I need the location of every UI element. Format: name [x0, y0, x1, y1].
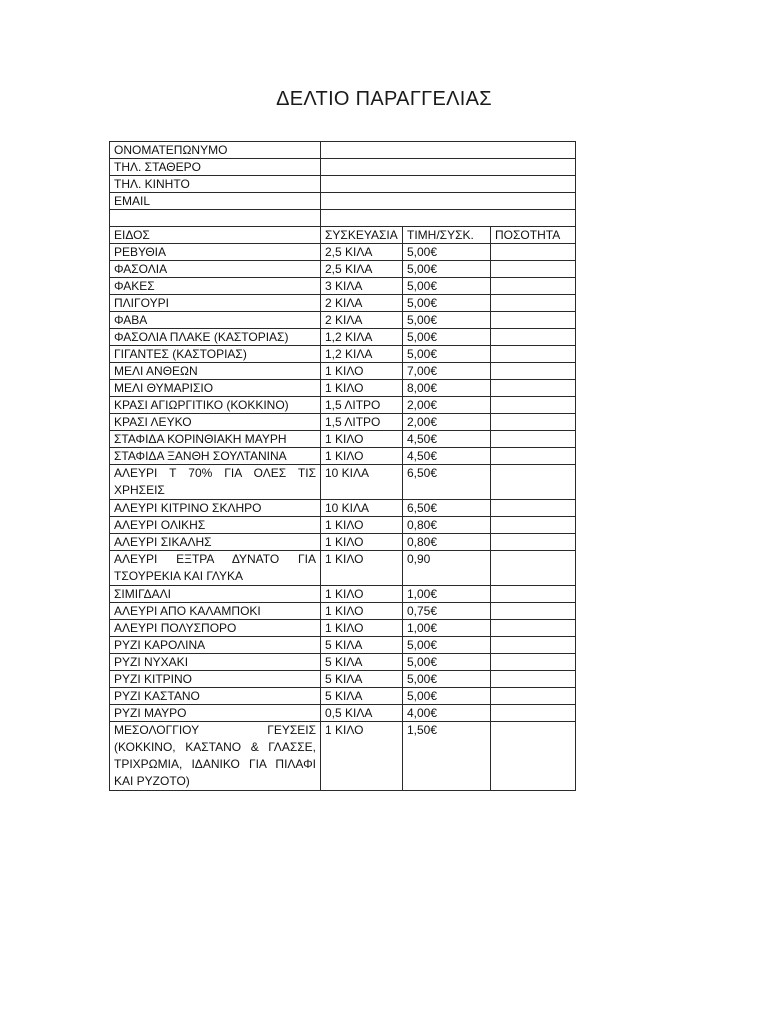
item-package: 2 ΚΙΛΑ [321, 312, 403, 329]
contact-section [110, 142, 576, 227]
item-package: 1 ΚΙΛΟ [321, 363, 403, 380]
item-row [110, 586, 576, 603]
item-row [110, 654, 576, 671]
item-price: 5,00€ [403, 312, 491, 329]
contact-label: ΤΗΛ. ΚΙΝΗΤΟ [110, 176, 321, 193]
item-package: 10 ΚΙΛΑ [321, 500, 403, 517]
item-package: 5 ΚΙΛΑ [321, 688, 403, 705]
item-price: 1,00€ [403, 620, 491, 637]
item-name: ΡΥΖΙ ΚΑΣΤΑΝΟ [110, 688, 321, 705]
item-price: 4,00€ [403, 705, 491, 722]
item-price: 6,50€ [403, 465, 491, 500]
contact-label: ΤΗΛ. ΣΤΑΘΕΡΟ [110, 159, 321, 176]
item-row [110, 620, 576, 637]
item-row [110, 346, 576, 363]
item-quantity-field[interactable] [491, 244, 576, 261]
item-price: 5,00€ [403, 654, 491, 671]
item-quantity-field[interactable] [491, 397, 576, 414]
item-package: 1 ΚΙΛΟ [321, 551, 403, 586]
item-row [110, 244, 576, 261]
item-name: ΜΕΣΟΛΟΓΓΙΟΥ ΓΕΥΣΕΙΣ (ΚΟΚΚΙΝΟ, ΚΑΣΤΑΝΟ & ΓΛΑΣΣΕ, ΤΡΙΧΡΩΜΙΑ, ΙΔΑΝΙΚΟ ΓΙΑ ΠΙΛΑΦΙ ΚΑΙ ΡΥΖΟΤΟ) [110, 722, 321, 791]
item-package: 1 ΚΙΛΟ [321, 380, 403, 397]
item-package: 1,2 ΚΙΛΑ [321, 329, 403, 346]
item-package: 1 ΚΙΛΟ [321, 620, 403, 637]
item-package: 2,5 ΚΙΛΑ [321, 261, 403, 278]
item-price: 5,00€ [403, 346, 491, 363]
item-package: 0,5 ΚΙΛΑ [321, 705, 403, 722]
item-quantity-field[interactable] [491, 534, 576, 551]
item-name: ΡΥΖΙ ΜΑΥΡΟ [110, 705, 321, 722]
item-row [110, 397, 576, 414]
item-row [110, 722, 576, 791]
item-price: 0,90 [403, 551, 491, 586]
item-price: 2,00€ [403, 397, 491, 414]
item-name: ΜΕΛΙ ΑΝΘΕΩΝ [110, 363, 321, 380]
item-package: 1 ΚΙΛΟ [321, 586, 403, 603]
item-price: 6,50€ [403, 500, 491, 517]
contact-row [110, 176, 576, 193]
item-package: 1 ΚΙΛΟ [321, 517, 403, 534]
spacer-cell [110, 210, 321, 227]
item-name: ΑΛΕΥΡΙ ΠΟΛΥΣΠΟΡΟ [110, 620, 321, 637]
item-row [110, 705, 576, 722]
item-quantity-field[interactable] [491, 654, 576, 671]
contact-value-field[interactable] [321, 159, 576, 176]
item-quantity-field[interactable] [491, 551, 576, 586]
spacer-row [110, 210, 576, 227]
item-quantity-field[interactable] [491, 380, 576, 397]
item-package: 3 ΚΙΛΑ [321, 278, 403, 295]
item-quantity-field[interactable] [491, 517, 576, 534]
header-package: ΣΥΣΚΕΥΑΣΙΑ [321, 227, 403, 244]
item-row [110, 363, 576, 380]
item-name: ΓΙΓΑΝΤΕΣ (ΚΑΣΤΟΡΙΑΣ) [110, 346, 321, 363]
item-price: 5,00€ [403, 295, 491, 312]
item-price: 8,00€ [403, 380, 491, 397]
contact-value-field[interactable] [321, 193, 576, 210]
item-row [110, 534, 576, 551]
items-section [110, 227, 576, 244]
contact-row [110, 159, 576, 176]
item-row [110, 465, 576, 500]
item-price: 1,50€ [403, 722, 491, 791]
item-name: ΣΤΑΦΙΔΑ ΚΟΡΙΝΘΙΑΚΗ ΜΑΥΡΗ [110, 431, 321, 448]
item-price: 5,00€ [403, 261, 491, 278]
item-price: 0,75€ [403, 603, 491, 620]
contact-row [110, 193, 576, 210]
item-package: 1 ΚΙΛΟ [321, 448, 403, 465]
item-price: 5,00€ [403, 637, 491, 654]
item-row [110, 500, 576, 517]
item-name: ΑΛΕΥΡΙ ΟΛΙΚΗΣ [110, 517, 321, 534]
item-price: 0,80€ [403, 534, 491, 551]
header-row [110, 227, 576, 244]
item-quantity-field[interactable] [491, 500, 576, 517]
item-name: ΑΛΕΥΡΙ ΑΠΟ ΚΑΛΑΜΠΟΚΙ [110, 603, 321, 620]
item-row [110, 312, 576, 329]
item-quantity-field[interactable] [491, 261, 576, 278]
item-row [110, 688, 576, 705]
item-name: ΣΙΜΙΓΔΑΛΙ [110, 586, 321, 603]
page-title: ΔΕΛΤΙΟ ΠΑΡΑΓΓΕΛΙΑΣ [276, 88, 492, 110]
item-price: 2,00€ [403, 414, 491, 431]
item-name: ΦΑΣΟΛΙΑ ΠΛΑΚΕ (ΚΑΣΤΟΡΙΑΣ) [110, 329, 321, 346]
item-package: 1 ΚΙΛΟ [321, 431, 403, 448]
item-row [110, 551, 576, 586]
item-quantity-field[interactable] [491, 312, 576, 329]
contact-row [110, 142, 576, 159]
item-quantity-field[interactable] [491, 705, 576, 722]
item-package: 1 ΚΙΛΟ [321, 534, 403, 551]
item-name: ΦΑΣΟΛΙΑ [110, 261, 321, 278]
item-quantity-field[interactable] [491, 278, 576, 295]
contact-value-field[interactable] [321, 142, 576, 159]
item-row [110, 261, 576, 278]
header-price: ΤΙΜΗ/ΣΥΣΚ. [403, 227, 491, 244]
item-price: 4,50€ [403, 431, 491, 448]
items-body [110, 244, 576, 791]
item-row [110, 414, 576, 431]
item-row [110, 431, 576, 448]
item-package: 5 ΚΙΛΑ [321, 637, 403, 654]
item-name: ΦΑΒΑ [110, 312, 321, 329]
item-row [110, 329, 576, 346]
contact-value-field[interactable] [321, 176, 576, 193]
item-name: ΜΕΛΙ ΘΥΜΑΡΙΣΙΟ [110, 380, 321, 397]
item-price: 5,00€ [403, 244, 491, 261]
item-name: ΑΛΕΥΡΙ ΕΞΤΡΑ ΔΥΝΑΤΟ ΓΙΑ ΤΣΟΥΡΕΚΙΑ ΚΑΙ ΓΛΥΚΑ [110, 551, 321, 586]
item-name: ΚΡΑΣΙ ΑΓΙΩΡΓΙΤΙΚΟ (ΚΟΚΚΙΝΟ) [110, 397, 321, 414]
item-quantity-field[interactable] [491, 586, 576, 603]
item-name: ΠΛΙΓΟΥΡΙ [110, 295, 321, 312]
item-row [110, 637, 576, 654]
item-row [110, 295, 576, 312]
item-package: 1 ΚΙΛΟ [321, 722, 403, 791]
item-row [110, 380, 576, 397]
item-quantity-field[interactable] [491, 465, 576, 500]
item-package: 5 ΚΙΛΑ [321, 671, 403, 688]
item-name: ΦΑΚΕΣ [110, 278, 321, 295]
item-row [110, 671, 576, 688]
order-form-table [109, 141, 576, 791]
item-name: ΑΛΕΥΡΙ Τ 70% ΓΙΑ ΟΛΕΣ ΤΙΣ ΧΡΗΣΕΙΣ [110, 465, 321, 500]
item-quantity-field[interactable] [491, 722, 576, 791]
item-row [110, 603, 576, 620]
item-quantity-field[interactable] [491, 688, 576, 705]
item-quantity-field[interactable] [491, 671, 576, 688]
item-name: ΑΛΕΥΡΙ ΚΙΤΡΙΝΟ ΣΚΛΗΡΟ [110, 500, 321, 517]
item-price: 5,00€ [403, 688, 491, 705]
item-package: 2 ΚΙΛΑ [321, 295, 403, 312]
item-package: 1 ΚΙΛΟ [321, 603, 403, 620]
item-package: 1,5 ΛΙΤΡΟ [321, 397, 403, 414]
item-name: ΣΤΑΦΙΔΑ ΞΑΝΘΗ ΣΟΥΛΤΑΝΙΝΑ [110, 448, 321, 465]
item-package: 1,2 ΚΙΛΑ [321, 346, 403, 363]
item-name: ΡΥΖΙ ΚΑΡΟΛΙΝΑ [110, 637, 321, 654]
item-quantity-field[interactable] [491, 363, 576, 380]
contact-label: EMAIL [110, 193, 321, 210]
item-package: 2,5 ΚΙΛΑ [321, 244, 403, 261]
contact-label: ΟΝΟΜΑΤΕΠΩΝΥΜΟ [110, 142, 321, 159]
item-row [110, 278, 576, 295]
item-row [110, 448, 576, 465]
item-package: 10 ΚΙΛΑ [321, 465, 403, 500]
item-name: ΡΥΖΙ ΝΥΧΑΚΙ [110, 654, 321, 671]
item-price: 7,00€ [403, 363, 491, 380]
item-package: 5 ΚΙΛΑ [321, 654, 403, 671]
item-quantity-field[interactable] [491, 346, 576, 363]
item-quantity-field[interactable] [491, 637, 576, 654]
item-price: 5,00€ [403, 329, 491, 346]
item-name: ΑΛΕΥΡΙ ΣΙΚΑΛΗΣ [110, 534, 321, 551]
item-row [110, 517, 576, 534]
item-price: 1,00€ [403, 586, 491, 603]
item-quantity-field[interactable] [491, 620, 576, 637]
item-name: ΚΡΑΣΙ ΛΕΥΚΟ [110, 414, 321, 431]
item-package: 1,5 ΛΙΤΡΟ [321, 414, 403, 431]
item-quantity-field[interactable] [491, 295, 576, 312]
item-quantity-field[interactable] [491, 329, 576, 346]
spacer-cell [321, 210, 576, 227]
item-price: 0,80€ [403, 517, 491, 534]
item-quantity-field[interactable] [491, 414, 576, 431]
item-price: 5,00€ [403, 278, 491, 295]
item-name: ΡΕΒΥΘΙΑ [110, 244, 321, 261]
item-quantity-field[interactable] [491, 431, 576, 448]
item-price: 5,00€ [403, 671, 491, 688]
item-name: ΡΥΖΙ ΚΙΤΡΙΝΟ [110, 671, 321, 688]
header-quantity: ΠΟΣΟΤΗΤΑ [491, 227, 576, 244]
item-price: 4,50€ [403, 448, 491, 465]
item-quantity-field[interactable] [491, 448, 576, 465]
item-quantity-field[interactable] [491, 603, 576, 620]
header-item: ΕΙΔΟΣ [110, 227, 321, 244]
